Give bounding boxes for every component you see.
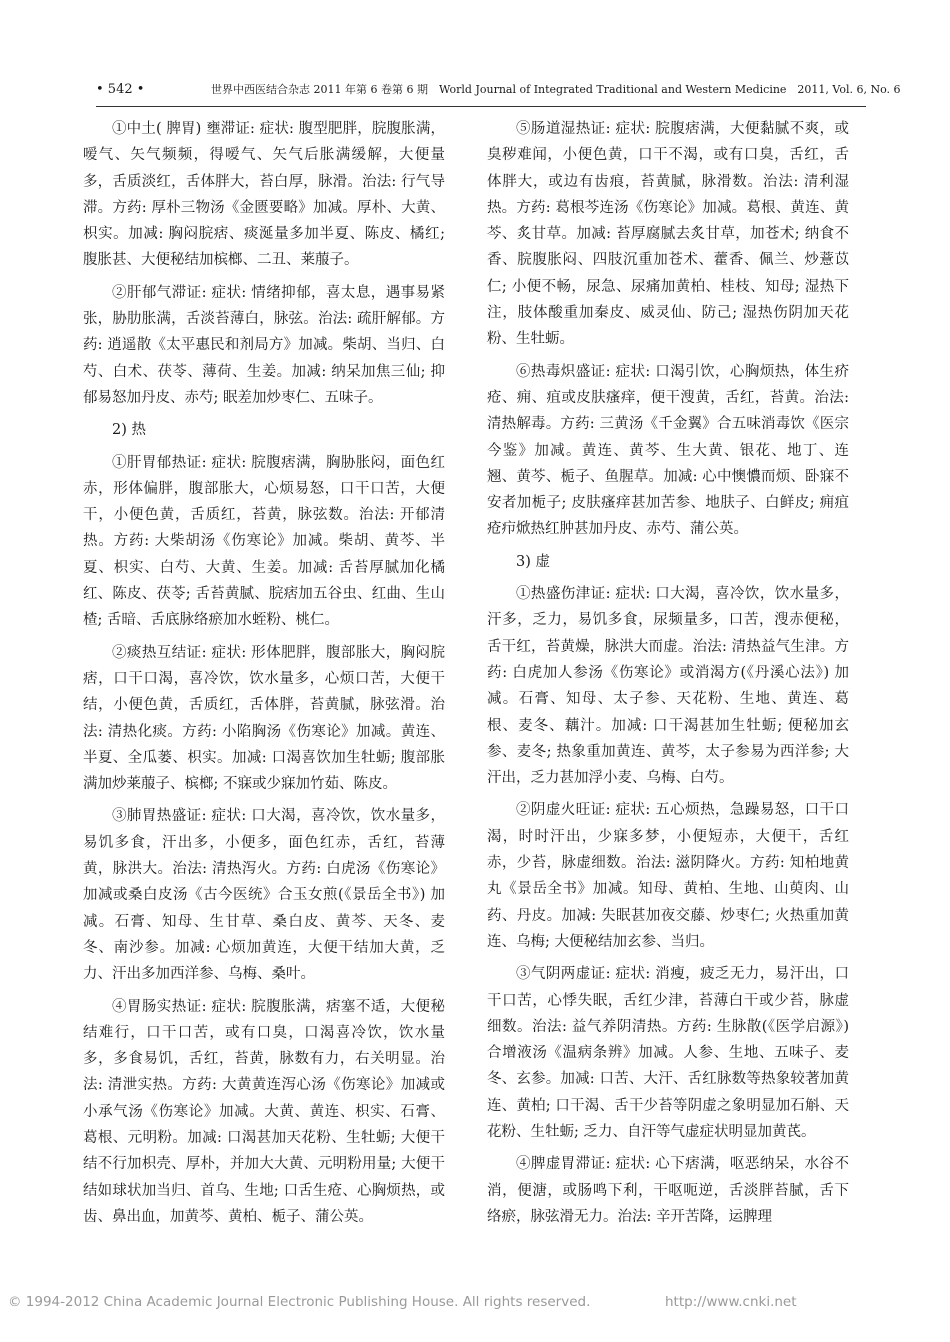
paragraph: ③气阴两虚证: 症状: 消瘦，疲乏无力，易汗出，口干口苦，心悸失眠，舌红少津，苔薄白干或少苔，脉虚细数。治法: 益气养阴清热。方药: 生脉散(《医学启源》) 合增液汤《温病条辨》加减。人参、生地、五味子、麦冬、玄参。加减: 口苦、大汗、舌红脉数等热象较著加黄连、黄柏; 口干渴、舌干少苔等阴虚之象明显加石斛、天花粉、生牡蛎; 乏力、自汗等气虚症状明显加黄芪。	[487, 966, 849, 1140]
copyright-notice: © 1994-2012 China Academic Journal Electronic Publishing House. All rights reserved.	[8, 1294, 591, 1310]
paragraph: ⑤肠道湿热证: 症状: 脘腹痞满，大便黏腻不爽，或臭秽难闻，小便色黄，口干不渴，或有口臭，舌红，舌体胖大，或边有齿痕，苔黄腻，脉滑数。治法: 清利湿热。方药: 葛根芩连汤《伤寒论》加减。葛根、黄连、黄芩、炙甘草。加减: 苔厚腐腻去炙甘草，加苍术; 纳食不香、脘腹胀闷、四肢沉重加苍术、藿香、佩兰、炒薏苡仁; 小便不畅，尿急、尿痛加黄柏、桂枝、知母; 湿热下注，肢体酸重加秦皮、威灵仙、防己; 湿热伤阴加天花粉、生牡蛎。	[487, 121, 849, 348]
paragraph: ①中土( 脾胃) 壅滞证: 症状: 腹型肥胖，脘腹胀满，嗳气、矢气频频，得嗳气、矢气后胀满缓解，大便量多，舌质淡红，舌体胖大，苔白厚，脉滑。治法: 行气导滞。方药: 厚朴三物汤《金匮要略》加减。厚朴、大黄、枳实。加减: 胸闷脘痞、痰涎量多加半夏、陈皮、橘红; 腹胀甚、大便秘结加槟榔、二丑、莱菔子。	[83, 121, 445, 269]
right-column	[487, 116, 849, 1236]
paragraph: ②痰热互结证: 症状: 形体肥胖，腹部胀大，胸闷脘痞，口干口渴，喜冷饮，饮水量多，心烦口苦，大便干结，小便色黄，舌质红，舌体胖，苔黄腻，脉弦滑。治法: 清热化痰。方药: 小陷胸汤《伤寒论》加减。黄连、半夏、全瓜蒌、枳实。加减: 口渴喜饮加生牡蛎; 腹部胀满加炒莱菔子、槟榔; 不寐或少寐加竹茹、陈皮。	[83, 644, 445, 793]
paragraph: ①肝胃郁热证: 症状: 脘腹痞满，胸胁胀闷，面色红赤，形体偏胖，腹部胀大，心烦易怒，口干口苦，大便干，小便色黄，舌质红，苔黄，脉弦数。治法: 开郁清热。方药: 大柴胡汤《伤寒论》加减。柴胡、黄芩、半夏、枳实、白芍、大黄、生姜。加减: 舌苔厚腻加化橘红、陈皮、茯苓; 舌苔黄腻、脘痞加五谷虫、红曲、生山楂; 舌暗、舌底脉络瘀加水蛭粉、桃仁。	[83, 454, 445, 629]
running-header	[96, 80, 901, 107]
paragraph: ⑥热毒炽盛证: 症状: 口渴引饮，心胸烦热，体生疥疮、痈、疽或皮肤瘙痒，便干溲黄，舌红，苔黄。治法: 清热解毒。方药: 三黄汤《千金翼》合五味消毒饮《医宗今鉴》加减。黄连、黄芩、生大黄、银花、地丁、连翘、黄芩、栀子、鱼腥草。加减: 心中懊憹而烦、卧寐不安者加栀子; 皮肤瘙痒甚加苦参、地肤子、白鲜皮; 痈疽疮疖焮热红肿甚加丹皮、赤芍、蒲公英。	[487, 363, 849, 538]
section-heading: 3) 虚	[516, 553, 550, 570]
left-column	[83, 116, 445, 1236]
footer-link[interactable]: http://www.cnki.net	[665, 1294, 797, 1310]
paragraph: ②肝郁气滞证: 症状: 情绪抑郁，喜太息，遇事易紧张，胁肋胀满，舌淡苔薄白，脉弦。治法: 疏肝解郁。方药: 逍遥散《太平惠民和剂局方》加减。柴胡、当归、白芍、白术、茯苓、薄荷、生姜。加减: 纳呆加焦三仙; 抑郁易怒加丹皮、赤芍; 眠差加炒枣仁、五味子。	[83, 284, 445, 406]
paragraph: ②阴虚火旺证: 症状: 五心烦热，急躁易怒，口干口渴，时时汗出，少寐多梦，小便短赤，大便干，舌红赤，少苔，脉虚细数。治法: 滋阴降火。方药: 知柏地黄丸《景岳全书》加减。知母、黄柏、生地、山萸肉、山药、丹皮。加减: 失眠甚加夜交藤、炒枣仁; 火热重加黄连、乌梅; 大便秘结加玄参、当归。	[487, 802, 849, 950]
section-heading: 2) 热	[112, 422, 146, 439]
journal-title: 世界中西医结合杂志 2011 年第 6 卷第 6 期 World Journal of Integrated Traditional and Western Medicine 2011, Vol. 6, No. 6	[211, 83, 901, 96]
paragraph: ④胃肠实热证: 症状: 脘腹胀满，痞塞不适，大便秘结难行，口干口苦，或有口臭，口渴喜冷饮，饮水量多，多食易饥，舌红，苔黄，脉数有力，右关明显。治法: 清泄实热。方药: 大黄黄连泻心汤《伤寒论》加减或小承气汤《伤寒论》加减。大黄、黄连、枳实、石膏、葛根、元明粉。加减: 口渴甚加天花粉、生牡蛎; 大便干结不行加枳壳、厚朴，并加大大黄、元明粉用量; 大便干结如球状加当归、首乌、生地; 口舌生疮、心胸烦热，或齿、鼻出血，加黄芩、黄柏、栀子、蒲公英。	[83, 998, 445, 1225]
paragraph: ①热盛伤津证: 症状: 口大渴，喜冷饮，饮水量多，汗多，乏力，易饥多食，尿频量多，口苦，溲赤便秘，舌干红，苔黄燥，脉洪大而虚。治法: 清热益气生津。方药: 白虎加人参汤《伤寒论》或消渴方(《丹溪心法》) 加减。石膏、知母、太子参、天花粉、生地、黄连、葛根、麦冬、藕汁。加减: 口干渴甚加生牡蛎; 便秘加玄参、麦冬; 热象重加黄连、黄芩，太子参易为西洋参; 大汗出，乏力甚加浮小麦、乌梅、白芍。	[487, 586, 849, 787]
page-number: • 542 •	[96, 82, 145, 97]
paragraph: ④脾虚胃滞证: 症状: 心下痞满，呕恶纳呆，水谷不消，便溏，或肠鸣下利，干呕呃逆，舌淡胖苔腻，舌下络瘀，脉弦滑无力。治法: 辛开苦降，运脾理	[487, 1156, 849, 1225]
paragraph: ③肺胃热盛证: 症状: 口大渴，喜冷饮，饮水量多，易饥多食，汗出多，小便多，面色红赤，舌红，苔薄黄，脉洪大。治法: 清热泻火。方药: 白虎汤《伤寒论》加减或桑白皮汤《古今医统》合玉女煎(《景岳全书》) 加减。石膏、知母、生甘草、桑白皮、黄芩、天冬、麦冬、南沙参。加减: 心烦加黄连，大便干结加大黄，乏力、汗出多加西洋参、乌梅、桑叶。	[83, 808, 445, 983]
